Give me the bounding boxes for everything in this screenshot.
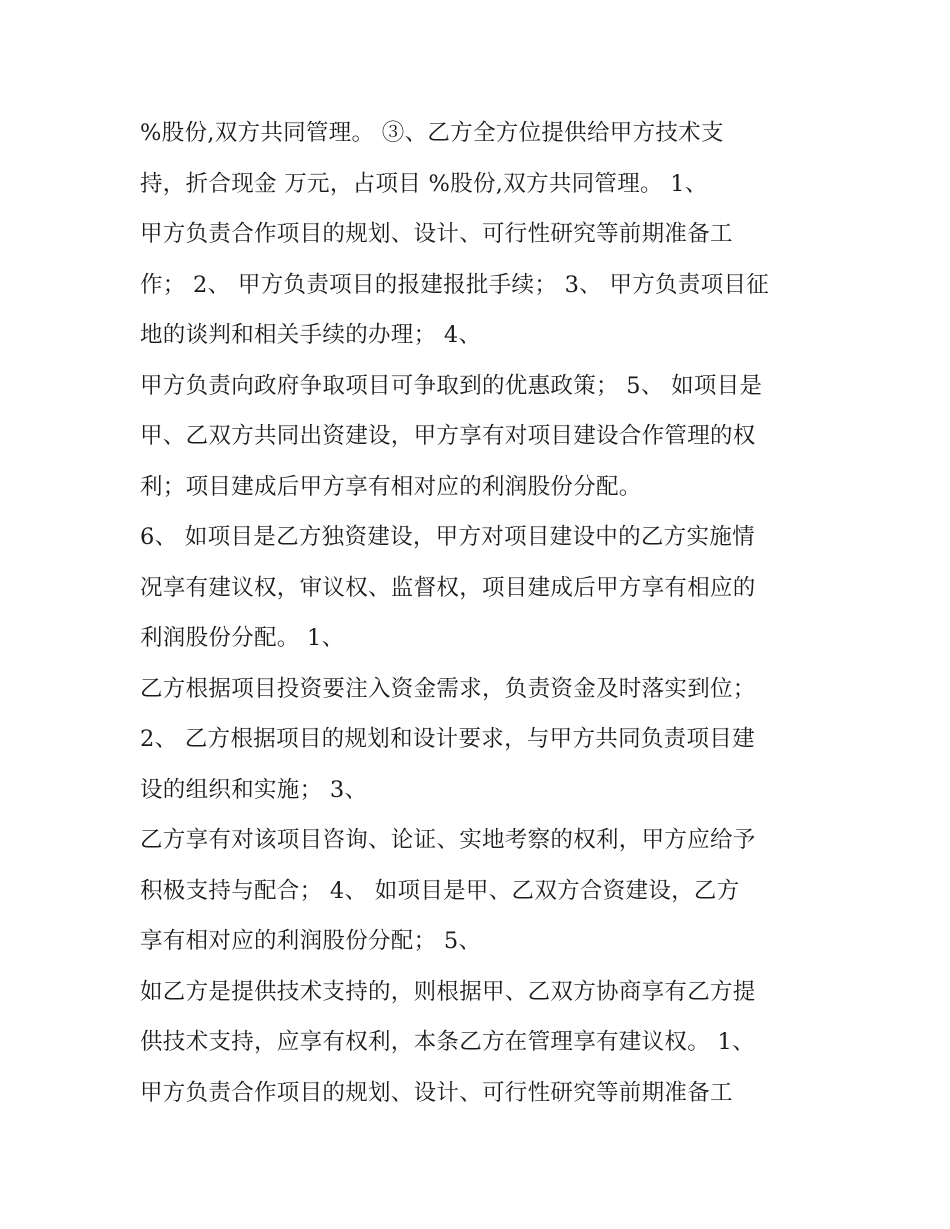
text-line-1: %股份,双方共同管理。 ③、乙方全方位提供给甲方技术支	[140, 120, 724, 146]
text-line-4: 作； 2、 甲方负责项目的报建报批手续； 3、 甲方负责项目征	[140, 271, 770, 298]
text-line-11: 利润股份分配。 1、	[140, 625, 345, 651]
text-line-20: 甲方负责合作项目的规划、设计、可行性研究等前期准备工	[140, 1079, 733, 1106]
text-line-17: 享有相对应的利润股份分配； 5、	[140, 928, 482, 954]
text-line-15: 乙方享有对该项目咨询、论证、实地考察的权利，甲方应给予	[140, 827, 756, 853]
text-line-7: 甲、乙双方共同出资建设，甲方享有对项目建设合作管理的权	[140, 423, 756, 449]
text-line-12: 乙方根据项目投资要注入资金需求，负责资金及时落实到位；	[140, 675, 756, 702]
text-line-13: 2、 乙方根据项目的规划和设计要求，与甲方共同负责项目建	[140, 726, 755, 752]
text-line-10: 况享有建议权，审议权、监督权，项目建成后甲方享有相应的	[140, 574, 756, 601]
text-line-18: 如乙方是提供技术支持的，则根据甲、乙双方协商享有乙方提	[140, 978, 756, 1005]
text-line-9: 6、 如项目是乙方独资建设，甲方对项目建设中的乙方实施情	[140, 524, 755, 550]
text-line-19: 供技术支持，应享有权利，本条乙方在管理享有建议权。 1、	[140, 1029, 755, 1055]
text-line-5: 地的谈判和相关手续的办理； 4、	[140, 322, 482, 348]
document-body	[140, 108, 830, 1118]
text-line-16: 积极支持与配合； 4、 如项目是甲、乙双方合资建设，乙方	[140, 877, 740, 904]
text-line-6: 甲方负责向政府争取项目可争取到的优惠政策； 5、 如项目是	[140, 372, 763, 399]
text-line-2: 持，折合现金 万元，占项目 %股份,双方共同管理。 1、	[140, 170, 708, 197]
text-line-8: 利；项目建成后甲方享有相对应的利润股份分配。	[140, 473, 642, 500]
text-line-3: 甲方负责合作项目的规划、设计、可行性研究等前期准备工	[140, 221, 733, 247]
text-line-14: 设的组织和实施； 3、	[140, 776, 368, 803]
